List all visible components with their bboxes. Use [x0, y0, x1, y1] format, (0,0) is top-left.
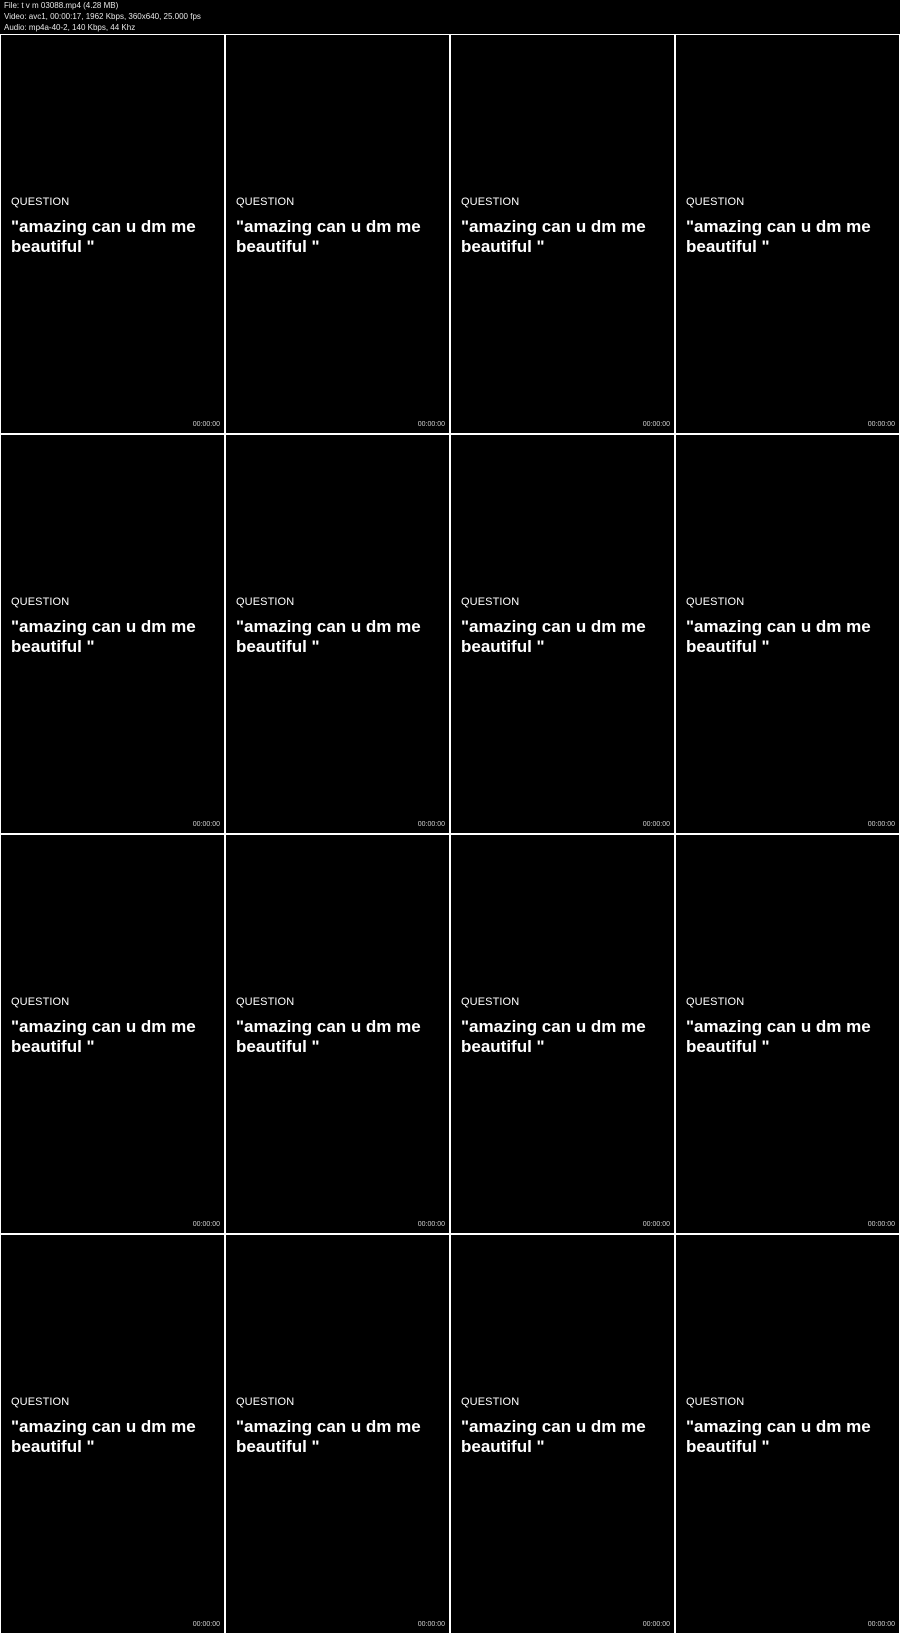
video-frame-thumbnail	[226, 35, 449, 433]
file-info-header	[0, 0, 900, 34]
video-frame-thumbnail	[451, 35, 674, 433]
file-info-line: File: t v m 03088.mp4 (4.28 MB)	[4, 1, 119, 10]
frame-timestamp: 00:00:00	[867, 421, 895, 428]
frame-timestamp: 00:00:00	[192, 421, 220, 428]
video-frame-thumbnail	[1, 435, 224, 833]
question-label: QUESTION	[686, 1396, 745, 1408]
frame-timestamp: 00:00:00	[642, 1221, 670, 1228]
video-frame-thumbnail	[676, 435, 899, 833]
question-label: QUESTION	[236, 1396, 295, 1408]
video-frame-thumbnail	[1, 1235, 224, 1633]
question-text: "amazing can u dm me beautiful "	[461, 1017, 646, 1056]
question-label: QUESTION	[686, 596, 745, 608]
video-frame-thumbnail	[1, 835, 224, 1233]
question-label: QUESTION	[686, 196, 745, 208]
question-label: QUESTION	[236, 996, 295, 1008]
question-label: QUESTION	[11, 1396, 70, 1408]
question-label: QUESTION	[11, 196, 70, 208]
question-label: QUESTION	[461, 196, 520, 208]
question-label: QUESTION	[11, 596, 70, 608]
frame-timestamp: 00:00:00	[417, 421, 445, 428]
frame-timestamp: 00:00:00	[192, 1221, 220, 1228]
audio-info-line: Audio: mp4a-40-2, 140 Kbps, 44 Khz	[4, 23, 136, 32]
question-label: QUESTION	[461, 996, 520, 1008]
question-text: "amazing can u dm me beautiful "	[11, 617, 196, 656]
frame-timestamp: 00:00:00	[192, 1621, 220, 1628]
question-text: "amazing can u dm me beautiful "	[11, 1017, 196, 1056]
video-frame-thumbnail	[226, 1235, 449, 1633]
frame-timestamp: 00:00:00	[417, 1221, 445, 1228]
frame-timestamp: 00:00:00	[192, 821, 220, 828]
video-frame-thumbnail	[451, 835, 674, 1233]
question-text: "amazing can u dm me beautiful "	[236, 1017, 421, 1056]
video-frame-thumbnail	[226, 835, 449, 1233]
question-text: "amazing can u dm me beautiful "	[686, 217, 871, 256]
question-text: "amazing can u dm me beautiful "	[461, 217, 646, 256]
video-frame-thumbnail	[676, 835, 899, 1233]
frame-timestamp: 00:00:00	[417, 1621, 445, 1628]
question-text: "amazing can u dm me beautiful "	[11, 217, 196, 256]
frame-timestamp: 00:00:00	[642, 421, 670, 428]
question-text: "amazing can u dm me beautiful "	[11, 1417, 196, 1456]
video-info-line: Video: avc1, 00:00:17, 1962 Kbps, 360x640, 25.000 fps	[4, 12, 201, 21]
thumbnail-grid	[0, 34, 900, 1636]
question-text: "amazing can u dm me beautiful "	[686, 1017, 871, 1056]
question-label: QUESTION	[686, 996, 745, 1008]
question-text: "amazing can u dm me beautiful "	[686, 617, 871, 656]
question-label: QUESTION	[11, 996, 70, 1008]
frame-timestamp: 00:00:00	[867, 1621, 895, 1628]
frame-timestamp: 00:00:00	[867, 1221, 895, 1228]
frame-timestamp: 00:00:00	[417, 821, 445, 828]
question-label: QUESTION	[461, 596, 520, 608]
question-label: QUESTION	[236, 596, 295, 608]
question-text: "amazing can u dm me beautiful "	[236, 617, 421, 656]
video-frame-thumbnail	[226, 435, 449, 833]
question-text: "amazing can u dm me beautiful "	[461, 1417, 646, 1456]
question-text: "amazing can u dm me beautiful "	[236, 217, 421, 256]
question-text: "amazing can u dm me beautiful "	[686, 1417, 871, 1456]
question-text: "amazing can u dm me beautiful "	[236, 1417, 421, 1456]
video-frame-thumbnail	[676, 35, 899, 433]
frame-timestamp: 00:00:00	[642, 1621, 670, 1628]
video-frame-thumbnail	[451, 1235, 674, 1633]
frame-timestamp: 00:00:00	[867, 821, 895, 828]
video-frame-thumbnail	[1, 35, 224, 433]
video-frame-thumbnail	[451, 435, 674, 833]
frame-timestamp: 00:00:00	[642, 821, 670, 828]
video-frame-thumbnail	[676, 1235, 899, 1633]
question-label: QUESTION	[461, 1396, 520, 1408]
question-label: QUESTION	[236, 196, 295, 208]
question-text: "amazing can u dm me beautiful "	[461, 617, 646, 656]
